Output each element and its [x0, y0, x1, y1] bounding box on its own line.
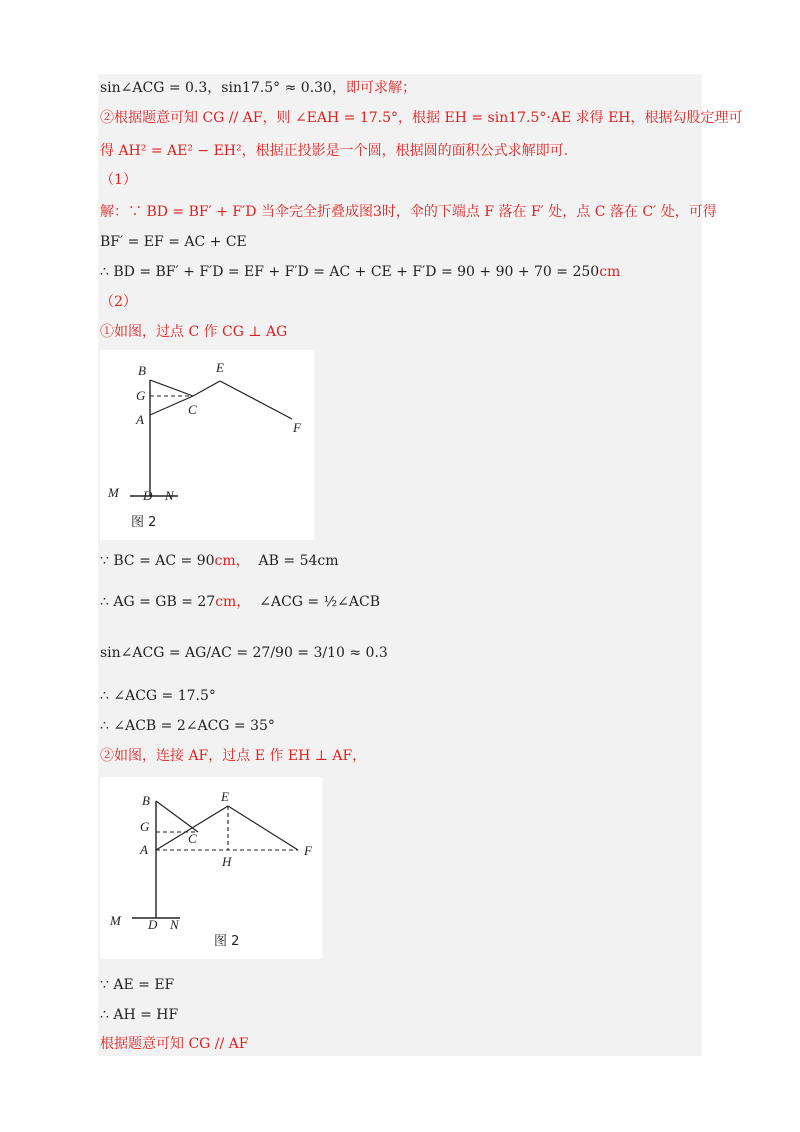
text-line-18: 根据题意可知 CG // AF [100, 1036, 249, 1052]
label-E: E [216, 360, 224, 375]
label-G: G [136, 388, 146, 403]
text-line-5: 解：∵ BD = BF′ + F′D 当伞完全折叠成图3时，伞的下端点 F 落在 F′ 处，点 C 落在 C′ 处，可得 [100, 204, 717, 220]
figure-1-caption: 图 2 [131, 515, 157, 530]
label-H: H [222, 854, 232, 869]
figure-1 [100, 350, 314, 540]
text-line-1: sin∠ACG = 0.3，sin17.5° ≈ 0.30，即可求解； [100, 80, 416, 96]
text-line-3: 得 AH² = AE² − EH²，根据正投影是一个圆，根据圆的面积公式求解即可. [100, 143, 569, 159]
label-C: C [188, 831, 197, 846]
label-M: M [108, 485, 119, 500]
text-line-11: ∴ AG = GB = 27cm， ∠ACG = ½∠ACB [100, 594, 381, 610]
text-line-15: ②如图，连接 AF，过点 E 作 EH ⊥ AF， [100, 748, 367, 764]
label-F: F [293, 420, 301, 435]
label-N: N [170, 917, 179, 932]
text-line-13: ∴ ∠ACG = 17.5° [100, 688, 216, 704]
label-E: E [221, 789, 229, 804]
figure-2-diagram [100, 777, 322, 959]
figure-2 [100, 777, 322, 959]
figure-1-diagram [100, 350, 314, 540]
text-line-17: ∴ AH = HF [100, 1007, 179, 1023]
label-F: F [304, 843, 312, 858]
label-B: B [142, 793, 150, 808]
label-A: A [136, 412, 144, 427]
label-D: D [148, 917, 158, 932]
label-A: A [140, 842, 148, 857]
label-D: D [143, 488, 153, 503]
figure-2-caption: 图 2 [214, 934, 240, 949]
text-line-14: ∴ ∠ACB = 2∠ACG = 35° [100, 718, 275, 734]
text-line-12: sin∠ACG = AG/AC = 27/90 = 3/10 ≈ 0.3 [100, 645, 388, 661]
text-line-2: ②根据题意可知 CG // AF，则 ∠EAH = 17.5°，根据 EH = sin17.5°·AE 求得 EH，根据勾股定理可 [100, 110, 743, 126]
label-M: M [110, 913, 121, 928]
part-1-heading: （1） [100, 172, 137, 188]
text-line-9: ①如图，过点 C 作 CG ⊥ AG [100, 324, 288, 340]
label-B: B [138, 363, 146, 378]
text-line-16: ∵ AE = EF [100, 977, 175, 993]
part-2-heading: （2） [100, 294, 137, 310]
text-line-7: ∴ BD = BF′ + F′D = EF + F′D = AC + CE + F′D = 90 + 90 + 70 = 250cm [100, 264, 621, 280]
text-line-10: ∵ BC = AC = 90cm， AB = 54cm [100, 553, 339, 569]
label-N: N [165, 488, 174, 503]
text-line-6: BF′ = EF = AC + CE [100, 234, 247, 250]
label-C: C [188, 402, 197, 417]
label-G: G [140, 819, 150, 834]
